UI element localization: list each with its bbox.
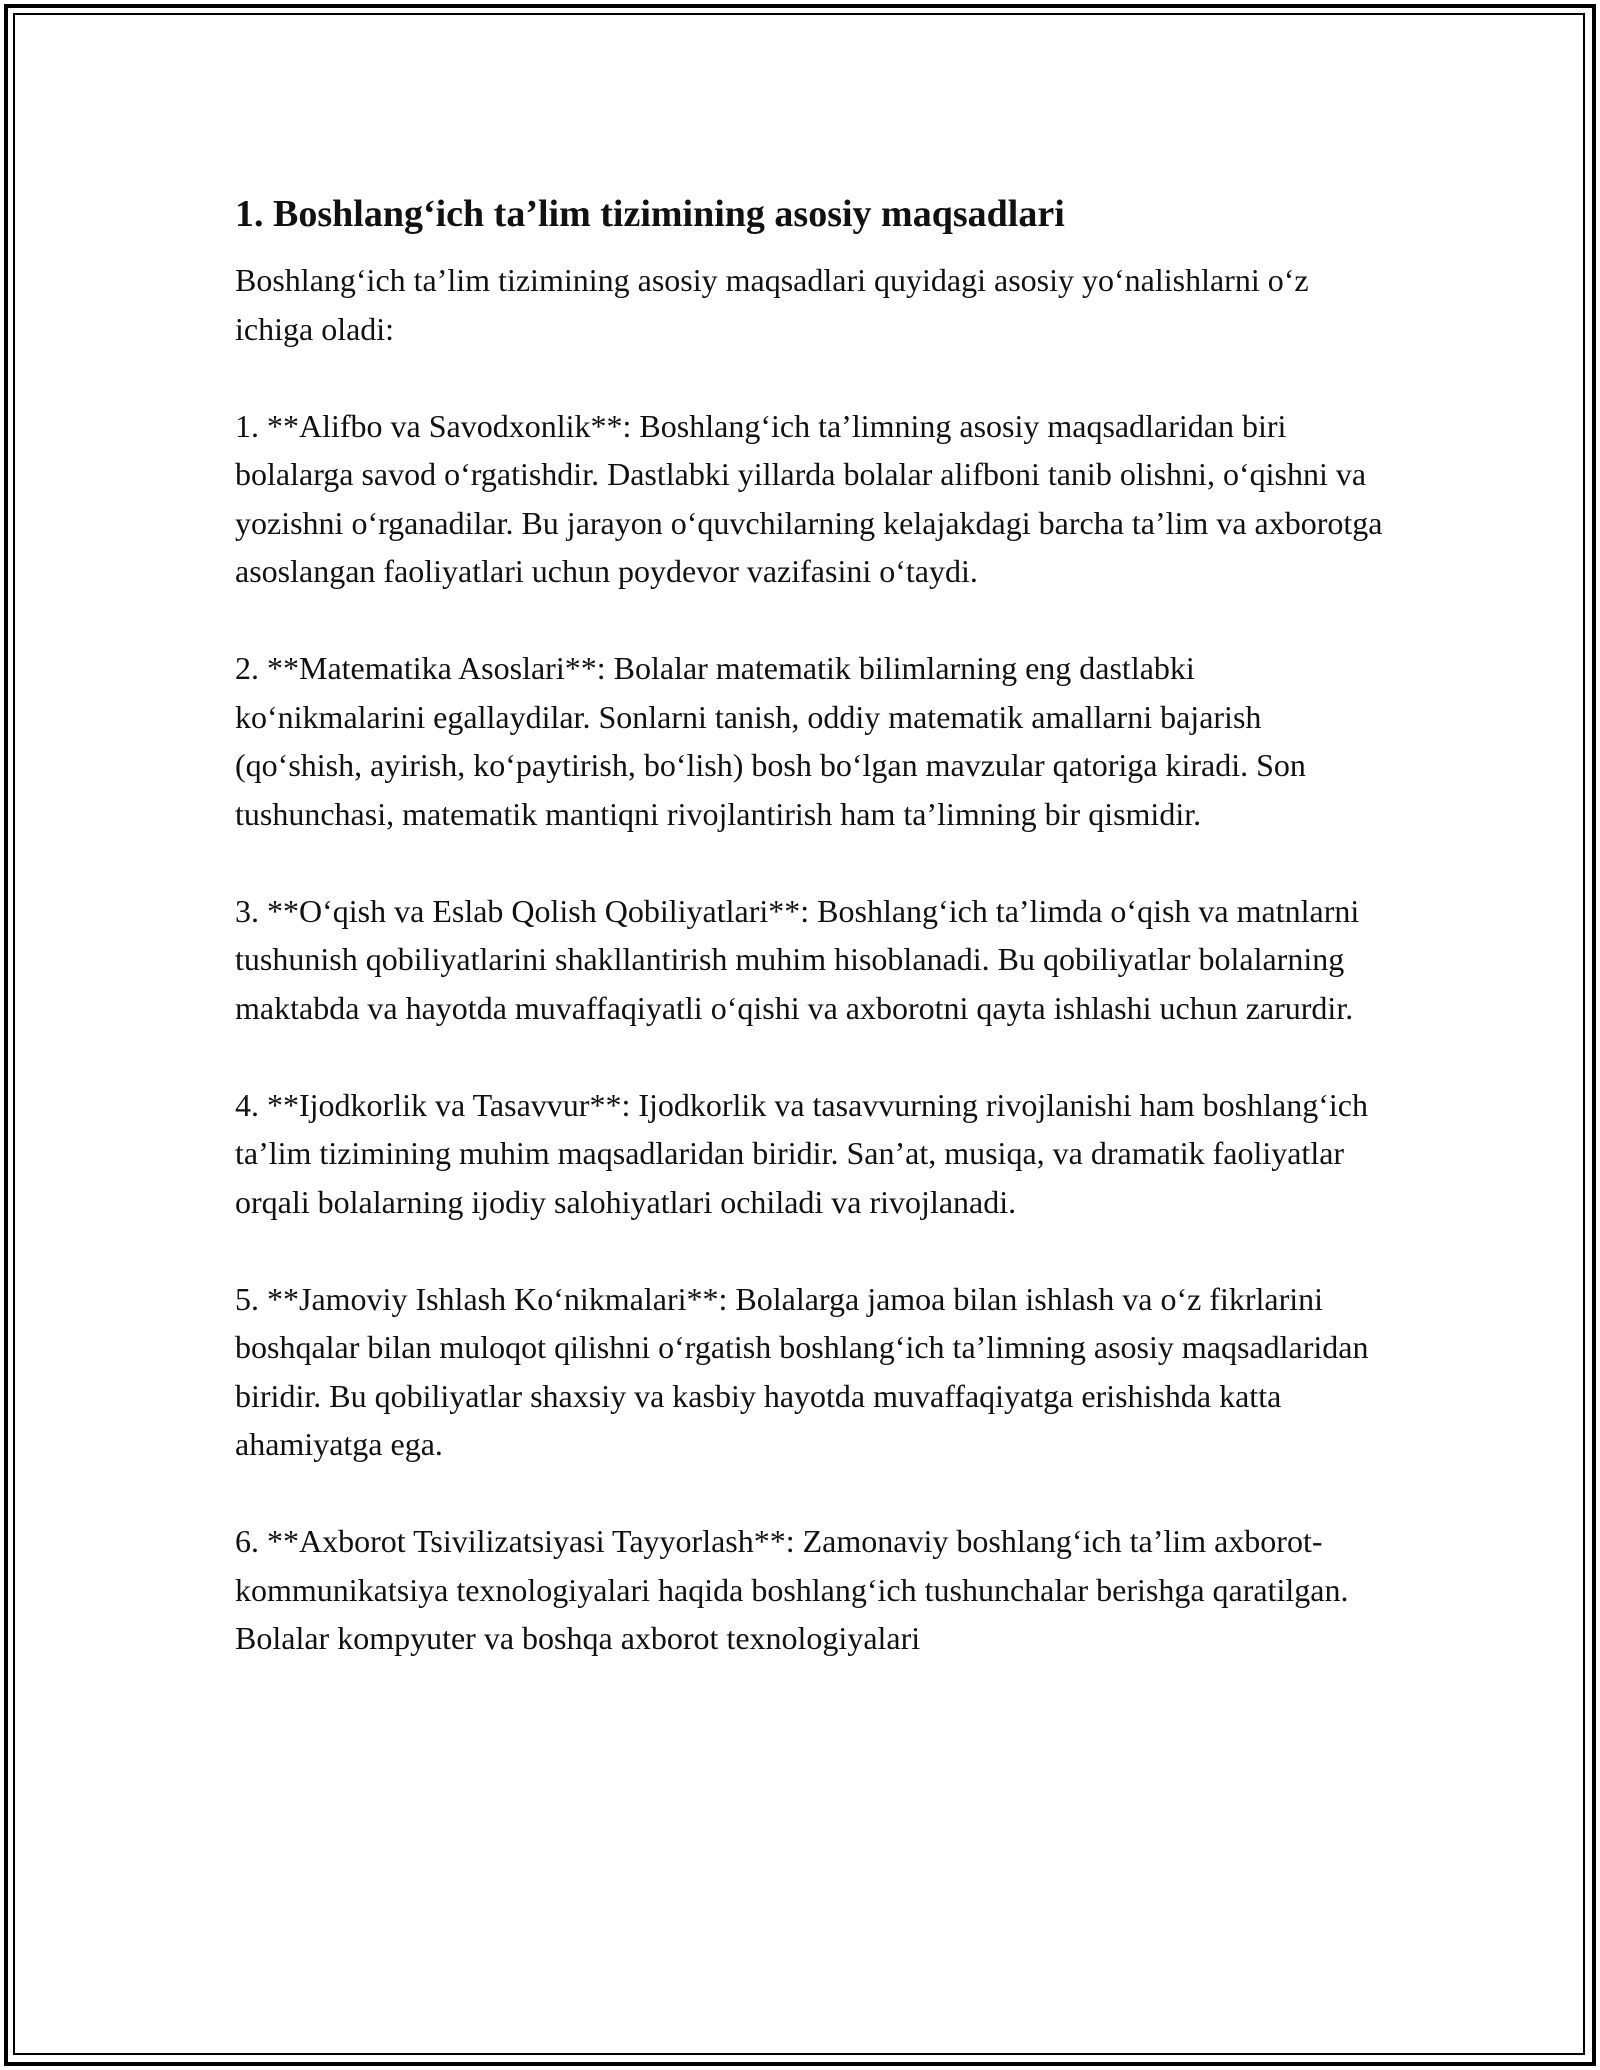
section-heading: 1. Boshlang‘ich ta’lim tizimining asosiy maqsadlari [235, 193, 1065, 235]
list-item-matematika: 2. **Matematika Asoslari**: Bolalar matematik bilimlarning eng dastlabki ko‘nikmalarini egallaydilar. Sonlarni tanish, oddiy matematik amallarni bajarish (qo‘shish, ayirish, ko‘paytirish, bo‘lish) bosh bo‘lgan mavzular qatoriga kiradi. Son tushunchasi, matematik mantiqni rivojlantirish ham ta’limning bir qismidir. [235, 650, 1306, 832]
intro-paragraph: Boshlang‘ich ta’lim tizimining asosiy maqsadlari quyidagi asosiy yo‘nalishlarni o‘z ichiga oladi: [235, 262, 1309, 347]
list-item-axborot: 6. **Axborot Tsivilizatsiyasi Tayyorlash**: Zamonaviy boshlang‘ich ta’lim axborot-kommunikatsiya texnologiyalari haqida boshlang‘ich tushunchalar berishga qaratilgan. Bolalar kompyuter va boshqa axborot texnologiyalari [235, 1523, 1349, 1656]
document-page [235, 186, 1385, 1663]
list-item-ijodkorlik: 4. **Ijodkorlik va Tasavvur**: Ijodkorlik va tasavvurning rivojlanishi ham boshlang‘ich ta’lim tizimining muhim maqsadlaridan biridir. San’at, musiqa, va dramatik faoliyatlar orqali bolalarning ijodiy salohiyatlari ochiladi va rivojlanadi. [235, 1086, 1368, 1220]
list-item-jamoviy: 5. **Jamoviy Ishlash Ko‘nikmalari**: Bolalarga jamoa bilan ishlash va o‘z fikrlarini boshqalar bilan muloqot qilishni o‘rgatish boshlang‘ich ta’limning asosiy maqsadlaridan biridir. Bu qobiliyatlar shaxsiy va kasbiy hayotda muvaffaqiyatga erishishda katta ahamiyatga ega. [235, 1280, 1369, 1462]
list-item-alifbo: 1. **Alifbo va Savodxonlik**: Boshlang‘ich ta’limning asosiy maqsadlaridan biri bolalarga savod o‘rgatishdir. Dastlabki yillarda bolalar alifboni tanib olishni, o‘qishni va yozishni o‘rganadilar. Bu jarayon o‘quvchilarning kelajakdagi barcha ta’lim va axborotga asoslangan faoliyatlari uchun poydevor vazifasini o‘taydi. [235, 407, 1383, 589]
list-item-oqish: 3. **O‘qish va Eslab Qolish Qobiliyatlari**: Boshlang‘ich ta’limda o‘qish va matnlarni tushunish qobiliyatlarini shakllantirish muhim hisoblanadi. Bu qobiliyatlar bolalarning maktabda va hayotda muvaffaqiyatli o‘qishi va axborotni qayta ishlashi uchun zarurdir. [235, 892, 1360, 1026]
